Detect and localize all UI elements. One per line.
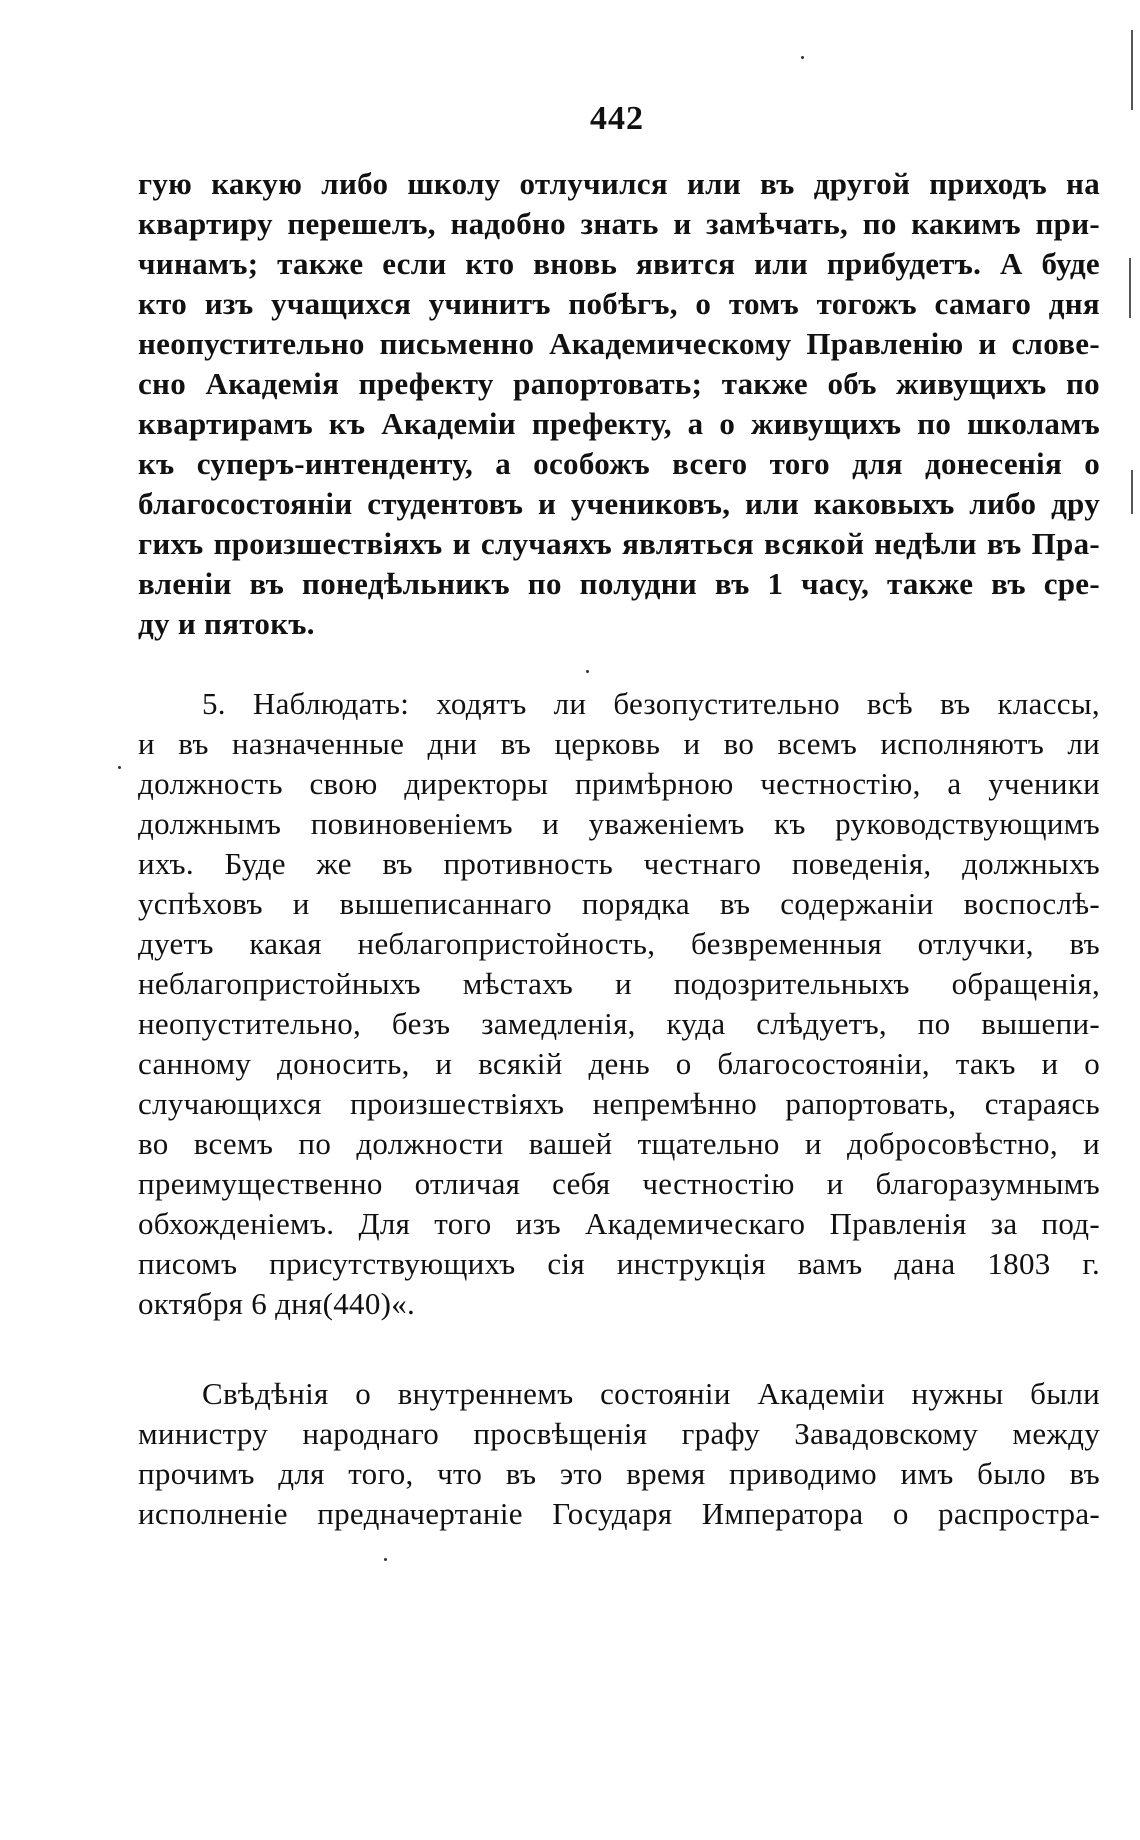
scan-speck (384, 1558, 387, 1561)
paragraph-2-line-13: преимущественно отличая себя честностію и благоразумнымъ (138, 1166, 1100, 1201)
paragraph-2-line-3: должность свою директоры примѣрною честностію, а ученики (138, 766, 1100, 801)
paragraph-3-line-4: исполненіе предначертаніе Государя Императора о распростра- (138, 1496, 1100, 1531)
paragraph-1-line-3: чинамъ; также если кто вновь явится или прибудетъ. А буде (138, 246, 1100, 281)
paragraph-1-line-12: ду и пятокъ. (138, 606, 315, 641)
paragraph-1-line-1: гую какую либо школу отлучился или въ другой приходъ на (138, 166, 1100, 201)
scan-speck (118, 766, 121, 769)
paragraph-2-line-7: дуетъ какая неблагопристойность, безвременныя отлучки, въ (138, 926, 1100, 961)
scan-speck (801, 56, 804, 59)
paragraph-2-line-14: обхожденіемъ. Для того изъ Академическаго Правленія за под- (138, 1206, 1100, 1241)
paragraph-2-line-10: санному доносить, и всякій день о благосостояніи, такъ и о (138, 1046, 1100, 1081)
paragraph-2-line-12: во всемъ по должности вашей тщательно и добросовѣстно, и (138, 1126, 1100, 1161)
paragraph-1-line-10: гихъ произшествіяхъ и случаяхъ являться всякой недѣли въ Пра- (138, 526, 1100, 561)
paragraph-3-line-3: прочимъ для того, что въ это время приводимо имъ было въ (138, 1456, 1100, 1491)
paragraph-2-line-4: должнымъ повиновеніемъ и уваженіемъ къ руководствующимъ (138, 806, 1100, 841)
paragraph-1-line-8: къ суперъ-интенденту, а особожъ всего того для донесенія о (138, 446, 1100, 481)
paragraph-1-line-6: сно Академія префекту рапортовать; также объ живущихъ по (138, 366, 1100, 401)
paragraph-2-line-11: случающихся произшествіяхъ непремѣнно рапортовать, стараясь (138, 1086, 1100, 1121)
paragraph-3-line-1: Свѣдѣнія о внутреннемъ состояніи Академіи нужны были (202, 1376, 1100, 1411)
paragraph-2-line-16: октября 6 дня(440)«. (138, 1286, 416, 1321)
paragraph-2-line-5: ихъ. Буде же въ противность честнаго поведенія, должныхъ (138, 846, 1100, 881)
paragraph-1-line-9: благосостояніи студентовъ и учениковъ, или каковыхъ либо дру (138, 486, 1100, 521)
paragraph-2-line-2: и въ назначенные дни въ церковь и во всемъ исполняютъ ли (138, 726, 1100, 761)
paragraph-2-line-8: неблагопристойныхъ мѣстахъ и подозрительныхъ обращенія, (138, 966, 1100, 1001)
paragraph-2-line-1: 5. Наблюдать: ходятъ ли безопустительно всѣ въ классы, (202, 686, 1100, 721)
paragraph-1-line-5: неопустительно письменно Академическому Правленію и слове- (138, 326, 1100, 361)
scan-speck (586, 670, 589, 673)
paragraph-1-line-7: квартирамъ къ Академіи префекту, а о живущихъ по школамъ (138, 406, 1100, 441)
paragraph-2-line-15: писомъ присутствующихъ сія инструкція вамъ дана 1803 г. (138, 1246, 1100, 1281)
scan-edge-mark (1131, 470, 1133, 514)
scan-edge-mark (1129, 258, 1131, 318)
paragraph-3-line-2: министру народнаго просвѣщенія графу Завадовскому между (138, 1416, 1100, 1451)
paragraph-2-line-9: неопустительно, безъ замедленія, куда слѣдуетъ, по вышепи- (138, 1006, 1100, 1041)
scan-edge-mark (1131, 30, 1133, 110)
paragraph-1-line-2: квартиру перешелъ, надобно знать и замѣчать, по какимъ при- (138, 206, 1100, 241)
paragraph-1-line-4: кто изъ учащихся учинитъ побѣгъ, о томъ тогожъ самаго дня (138, 286, 1100, 321)
page-number: 442 (590, 100, 644, 137)
paragraph-2-line-6: успѣховъ и вышеписаннаго порядка въ содержаніи воспослѣ- (138, 886, 1100, 921)
paragraph-1-line-11: вленіи въ понедѣльникъ по полудни въ 1 часу, также въ сре- (138, 566, 1100, 601)
